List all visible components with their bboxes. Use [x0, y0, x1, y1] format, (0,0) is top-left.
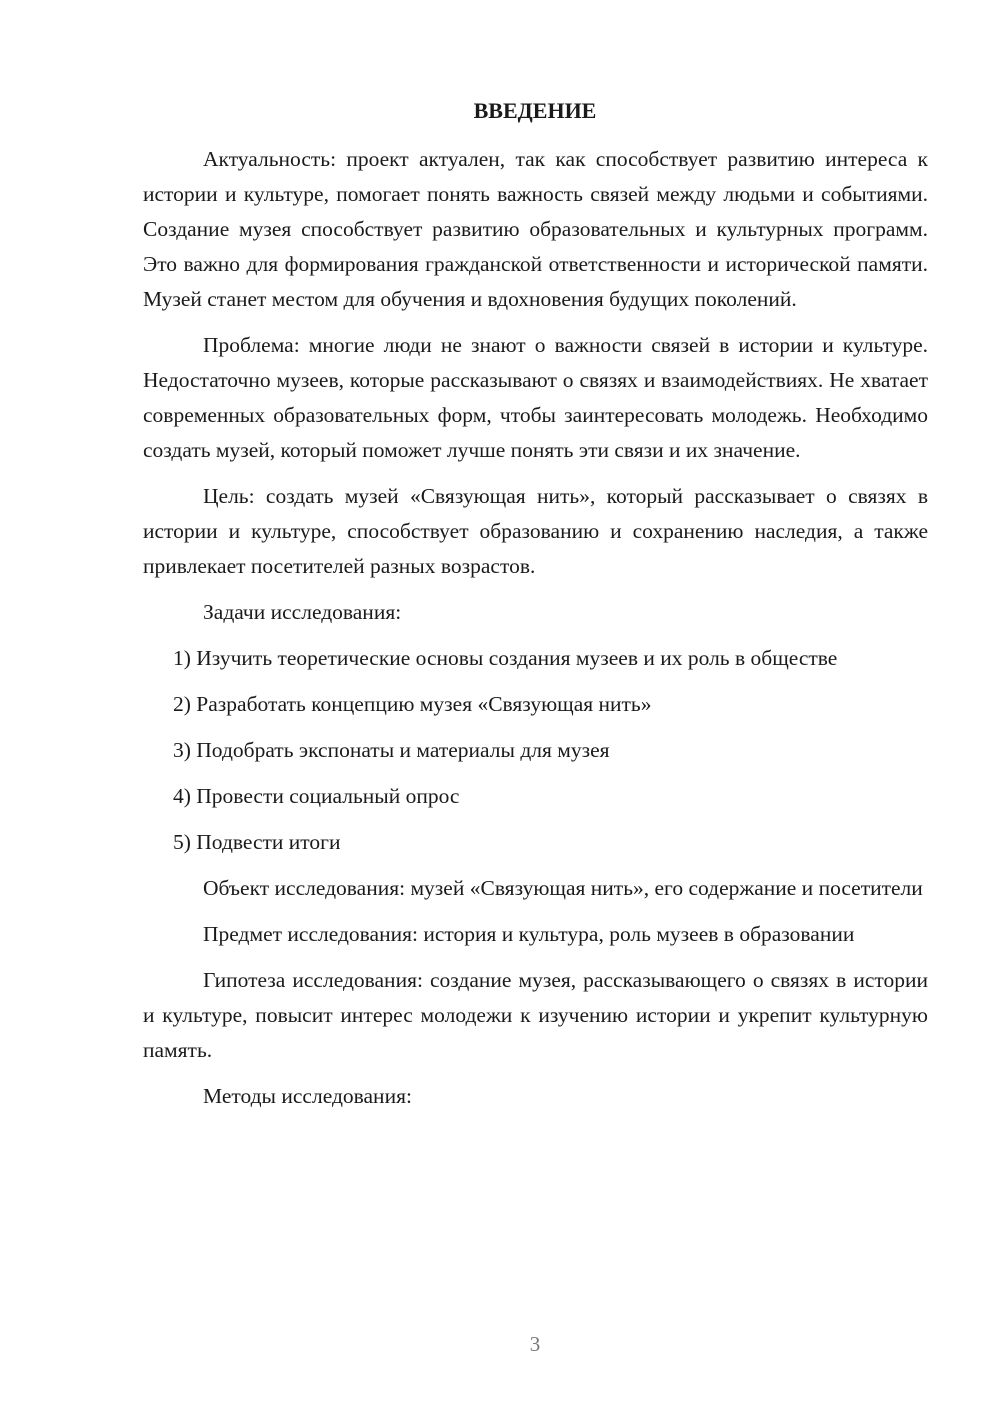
paragraph-problem: Проблема: многие люди не знают о важности связей в истории и культуре. Недостаточно музеев, которые рассказывают о связях и взаимодействиях. Не хватает современных образовательных форм, чтобы заинтересовать молодежь. Необходимо создать музей, который поможет лучше понять эти связи и их значение. [143, 333, 928, 462]
page-number: 3 [529, 1332, 541, 1356]
paragraph-relevance: Актуальность: проект актуален, так как способствует развитию интереса к истории и культуре, помогает понять важность связей между людьми и событиями. Создание музея способствует развитию образовательных и культурных программ. Это важно для формирования гражданской ответственности и исторической памяти. Музей станет местом для обучения и вдохновения будущих поколений. [143, 147, 928, 311]
task-item-1: 1) Изучить теоретические основы создания музеев и их роль в обществе [173, 646, 838, 670]
section-title: ВВЕДЕНИЕ [473, 98, 597, 123]
document-body [143, 142, 928, 1125]
methods-heading: Методы исследования: [203, 1084, 412, 1108]
tasks-heading: Задачи исследования: [203, 600, 402, 624]
task-item-5: 5) Подвести итоги [173, 830, 341, 854]
paragraph-goal: Цель: создать музей «Связующая нить», который рассказывает о связях в истории и культуре, способствует образованию и сохранению наследия, а также привлекает посетителей разных возрастов. [143, 484, 928, 578]
paragraph-object: Объект исследования: музей «Связующая нить», его содержание и посетители [203, 876, 923, 900]
task-item-2: 2) Разработать концепцию музея «Связующая нить» [173, 692, 652, 716]
paragraph-subject: Предмет исследования: история и культура, роль музеев в образовании [203, 922, 855, 946]
task-item-3: 3) Подобрать экспонаты и материалы для музея [173, 738, 610, 762]
paragraph-hypothesis: Гипотеза исследования: создание музея, рассказывающего о связях в истории и культуре, повысит интерес молодежи к изучению истории и укрепит культурную память. [143, 968, 928, 1062]
task-item-4: 4) Провести социальный опрос [173, 784, 460, 808]
